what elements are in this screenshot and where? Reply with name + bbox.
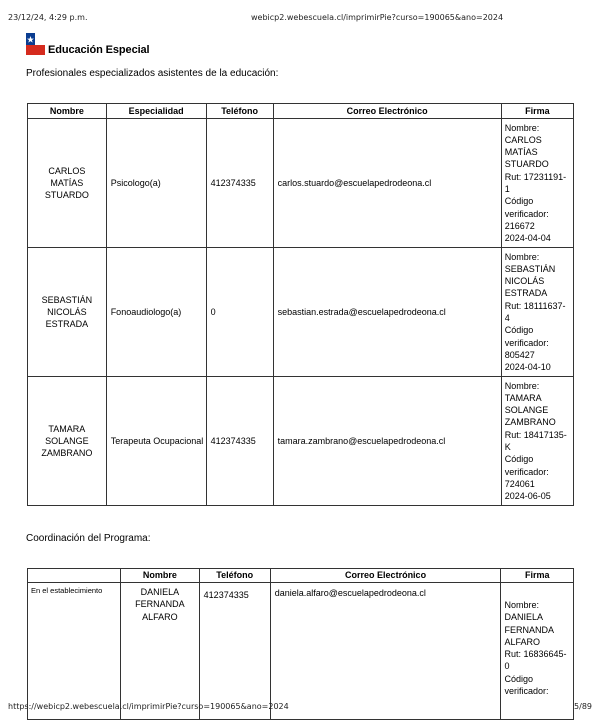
signature-line: TAMARA [504,392,542,403]
professionals-table [27,103,574,506]
signature-line: STUARDO [504,159,549,170]
signature-line: Nombre: [504,122,540,133]
signature-line: Nombre: [504,600,539,610]
name-line: FERNANDA [135,599,185,610]
header-email: Correo Electrónico [270,569,501,583]
signature-line: SOLANGE [504,405,549,416]
signature-line: Código [504,325,534,336]
header-specialty: Especialidad [106,104,206,119]
name-line: STUARDO [44,190,89,201]
table-header-row [28,569,574,583]
name-cell [28,377,107,506]
name-line: SEBASTIÁN [41,294,93,305]
signature-line: Nombre: [504,251,540,262]
phone-cell: 412374335 [199,583,270,720]
signature-cell [501,248,573,377]
name-line: ALFARO [142,611,178,622]
specialty-cell: Terapeuta Ocupacional [106,377,206,506]
professionals-table-body [28,119,574,506]
signature-line: 2024-04-10 [504,362,551,373]
signature-line: verificador: [504,208,549,219]
name-line: ESTRADA [45,319,89,330]
header-email: Correo Electrónico [273,104,501,119]
signature-line: 0 [504,661,510,672]
name-line: NICOLÁS [47,306,87,317]
signature-line: 724061 [504,478,535,489]
coordination-table [27,568,574,720]
header-phone: Teléfono [206,104,273,119]
header-signature: Firma [501,104,573,119]
signature-cell [501,119,573,248]
page-number: 5/89 [574,702,592,711]
coordination-title: Coordinación del Programa: [26,533,151,544]
name-line: CARLOS [48,165,86,176]
signature-line: MATÍAS [504,147,538,158]
phone-cell: 0 [206,248,273,377]
signature-line: SEBASTIÁN [504,263,556,274]
name-cell [28,248,107,377]
header-context [28,569,121,583]
signature-line: FERNANDA [504,624,554,635]
signature-line: 805427 [504,349,535,360]
signature-line: verificador: [504,686,549,697]
name-line: DANIELA [140,587,180,597]
signature-line: Rut: 16836645- [504,649,567,660]
print-header-url: webicp2.webescuela.cl/imprimirPie?curso=190065&ano=2024 [251,13,504,22]
signature-line: 216672 [504,220,535,231]
section-title: Educación Especial [48,44,150,56]
chile-government-logo-icon [26,33,45,55]
context-cell: En el establecimiento [28,583,121,720]
print-header [8,13,592,25]
signature-line: verificador: [504,466,549,477]
email-cell: daniela.alfaro@escuelapedrodeona.cl [270,583,501,720]
header-name: Nombre [121,569,200,583]
signature-line: verificador: [504,337,549,348]
name-cell [28,119,107,248]
signature-line: NICOLÁS [504,276,545,287]
header-phone: Teléfono [199,569,270,583]
name-line: TAMARA [48,423,86,434]
signature-line: Rut: 17231191- [504,171,567,182]
header-name: Nombre [28,104,107,119]
specialty-cell: Fonoaudiologo(a) [106,248,206,377]
signature-line: Rut: 18111637- [504,300,566,311]
signature-line: 4 [504,313,510,323]
name-cell [121,583,200,720]
signature-line: DANIELA [504,612,543,623]
name-line: ZAMBRANO [41,448,93,459]
signature-line: Código [504,196,534,207]
phone-cell: 412374335 [206,119,273,248]
print-footer-url: https://webicp2.webescuela.cl/imprimirPie?curso=190065&ano=2024 [8,702,289,711]
signature-line: 1 [504,184,510,194]
signature-cell [501,377,573,506]
table-row [28,248,574,377]
signature-line: Código [504,454,534,465]
email-cell: carlos.stuardo@escuelapedrodeona.cl [273,119,501,248]
table-row [28,583,574,720]
phone-cell: 412374335 [206,377,273,506]
table-row [28,377,574,506]
email-cell: tamara.zambrano@escuelapedrodeona.cl [273,377,501,506]
header-signature: Firma [501,569,574,583]
signature-line: Rut: 18417135- [504,429,567,440]
print-datetime: 23/12/24, 4:29 p.m. [8,13,88,22]
signature-line: ZAMBRANO [504,417,556,428]
name-line: SOLANGE [45,435,89,446]
signature-line: ALFARO [504,636,540,647]
signature-line: Nombre: [504,380,540,391]
signature-line: K [504,442,511,452]
intro-text: Profesionales especializados asistentes de la educación: [26,68,279,79]
specialty-cell: Psicologo(a) [106,119,206,248]
signature-cell [501,583,574,720]
name-line: MATÍAS [50,177,84,188]
signature-line: Código [504,673,533,684]
signature-line: 2024-06-05 [504,491,551,502]
signature-line: ESTRADA [504,288,548,299]
signature-line: 2024-04-04 [504,233,551,244]
table-header-row [28,104,574,119]
signature-line: CARLOS [504,134,542,145]
email-cell: sebastian.estrada@escuelapedrodeona.cl [273,248,501,377]
print-footer [8,702,592,714]
table-row [28,119,574,248]
